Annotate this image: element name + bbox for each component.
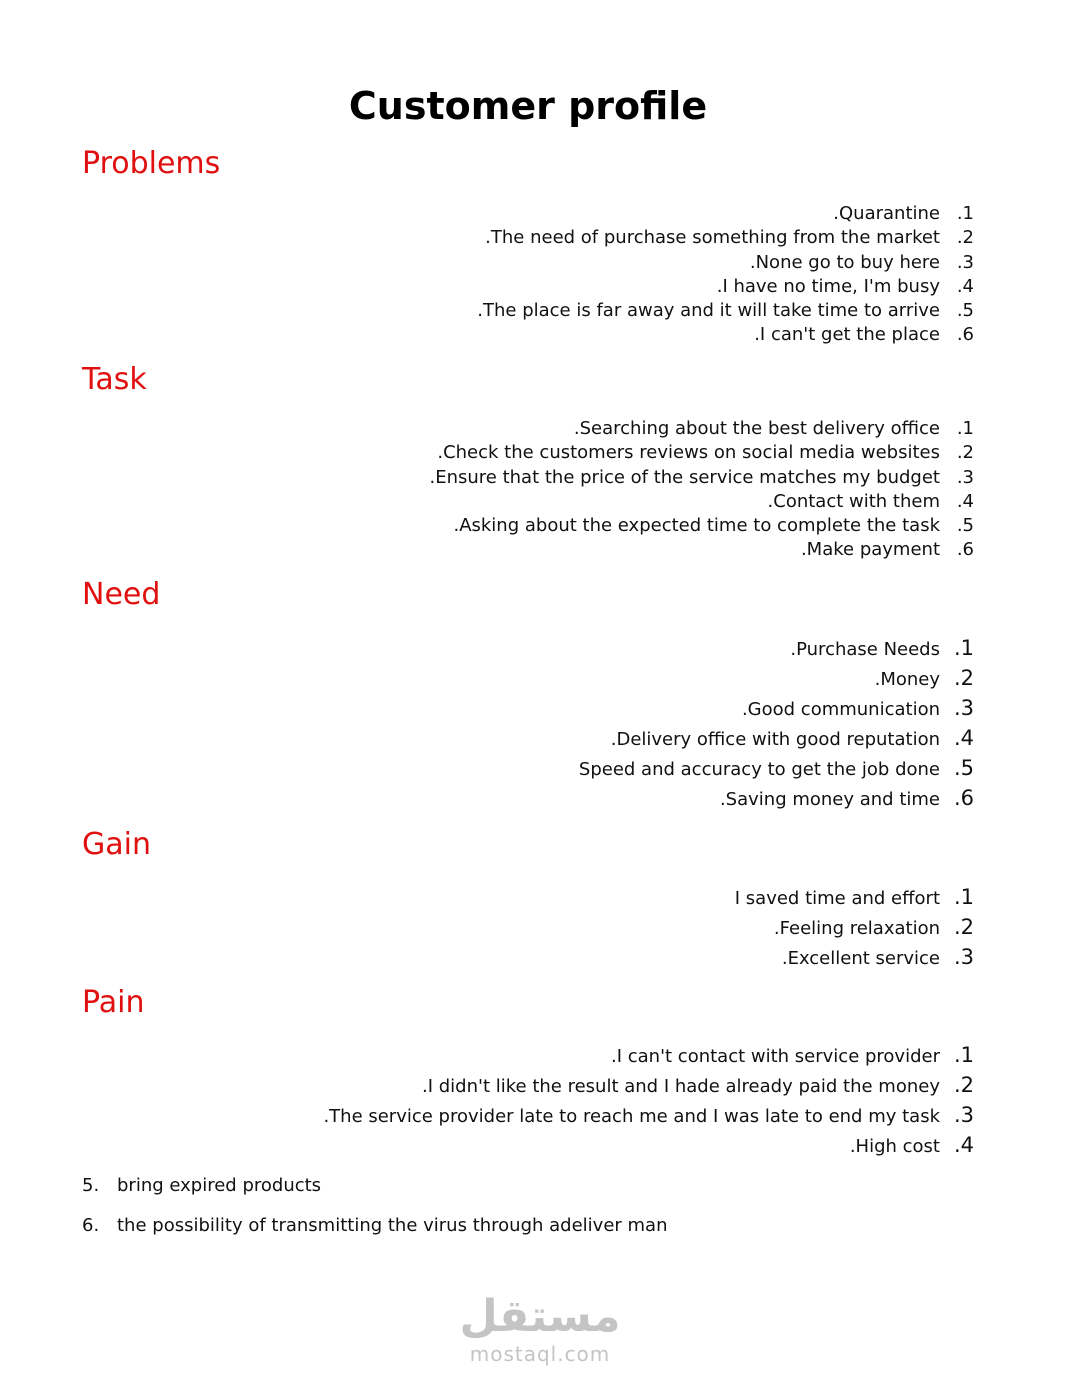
list-item: [429, 514, 974, 538]
list-item-number: .3: [956, 251, 974, 273]
list-item-number: .2: [953, 666, 974, 690]
problems-list: [477, 202, 974, 348]
list-item: [82, 1215, 668, 1236]
watermark-logo: مستقل: [459, 1291, 621, 1342]
section-heading-task: Task: [82, 362, 147, 397]
pain-list: [323, 1040, 974, 1160]
list-item-text: .Good communication: [741, 699, 940, 720]
list-item-text: .The need of purchase something from the market: [485, 227, 940, 249]
section-heading-need: Need: [82, 577, 161, 612]
list-item-text: .Money: [874, 669, 940, 690]
list-item: [323, 1070, 974, 1100]
list-item-text: .Purchase Needs: [790, 639, 940, 660]
list-item-text: .Excellent service: [781, 948, 940, 969]
section-heading-gain: Gain: [82, 827, 151, 862]
list-item-text: I saved time and effort: [734, 888, 940, 909]
list-item: [477, 323, 974, 347]
page-title: Customer profile: [348, 84, 708, 128]
list-item-number: .6: [956, 324, 974, 346]
list-item: [477, 275, 974, 299]
list-item-text: .Saving money and time: [719, 789, 940, 810]
list-item: [477, 202, 974, 226]
need-list: [579, 633, 974, 813]
list-item-text: .Delivery office with good reputation: [610, 729, 940, 750]
section-heading-problems: Problems: [82, 146, 221, 181]
list-item-text: .Make payment: [800, 539, 940, 561]
list-item-number: 6.: [82, 1215, 100, 1236]
list-item-text: .The service provider late to reach me and I was late to end my task: [323, 1106, 940, 1127]
watermark: [0, 1292, 1080, 1366]
list-item-number: .4: [956, 490, 974, 512]
list-item-number: .5: [956, 300, 974, 322]
list-item: [579, 723, 974, 753]
list-item-text: Speed and accuracy to get the job done: [578, 759, 940, 780]
list-item-number: .5: [953, 756, 974, 780]
list-item-number: .1: [956, 418, 974, 439]
list-item: [579, 753, 974, 783]
list-item: [735, 942, 974, 972]
list-item-number: .1: [956, 203, 974, 224]
list-item-number: .1: [953, 885, 974, 909]
watermark-url: mostaql.com: [469, 1342, 611, 1366]
list-item: [429, 490, 974, 514]
list-item-text: .Asking about the expected time to complete the task: [453, 515, 940, 537]
list-item-text: the possibility of transmitting the virus through adeliver man: [117, 1215, 668, 1236]
list-item: [429, 417, 974, 441]
list-item: [579, 663, 974, 693]
list-item-text: .I didn't like the result and I hade already paid the money: [422, 1076, 940, 1097]
list-item: [323, 1130, 974, 1160]
list-item-number: .3: [953, 1103, 974, 1127]
list-item: [429, 441, 974, 465]
list-item-text: .I can't contact with service provider: [610, 1046, 940, 1067]
list-item-text: .Check the customers reviews on social media websites: [437, 442, 940, 464]
list-item-number: .2: [956, 227, 974, 249]
list-item-number: 5.: [82, 1175, 100, 1196]
list-item: [579, 783, 974, 813]
list-item: [429, 538, 974, 562]
list-item-text: .Contact with them: [767, 490, 940, 512]
list-item: [323, 1040, 974, 1070]
list-item: [323, 1100, 974, 1130]
list-item-number: .3: [953, 945, 974, 969]
list-item-text: .Quarantine: [833, 203, 940, 224]
list-item-number: .3: [956, 466, 974, 488]
list-item: [477, 251, 974, 275]
list-item-number: .4: [953, 726, 974, 750]
list-item-text: .I have no time, I'm busy: [716, 275, 940, 297]
list-item-text: .Feeling relaxation: [773, 918, 940, 939]
list-item-number: .4: [956, 275, 974, 297]
list-item-number: .3: [953, 696, 974, 720]
gain-list: [735, 882, 974, 972]
list-item-number: .1: [953, 636, 974, 660]
task-list: [429, 417, 974, 563]
list-item-text: .Searching about the best delivery office: [573, 418, 940, 439]
list-item-text: .I can't get the place: [754, 324, 940, 346]
list-item-number: .6: [953, 786, 974, 810]
list-item-text: bring expired products: [117, 1175, 322, 1196]
list-item: [735, 912, 974, 942]
list-item-number: .2: [953, 1073, 974, 1097]
list-item-number: .2: [956, 442, 974, 464]
list-item-number: .5: [956, 515, 974, 537]
section-heading-pain: Pain: [82, 985, 145, 1020]
list-item-number: .6: [956, 539, 974, 561]
list-item-text: .Ensure that the price of the service matches my budget: [429, 466, 940, 488]
list-item: [477, 226, 974, 250]
list-item-text: .None go to buy here: [749, 251, 940, 273]
list-item: [82, 1175, 321, 1196]
list-item: [429, 466, 974, 490]
list-item-text: .The place is far away and it will take time to arrive: [477, 300, 940, 322]
list-item: [579, 633, 974, 663]
list-item-text: .High cost: [849, 1136, 940, 1157]
list-item-number: .4: [953, 1133, 974, 1157]
list-item: [579, 693, 974, 723]
list-item-number: .1: [953, 1043, 974, 1067]
list-item-number: .2: [953, 915, 974, 939]
list-item: [477, 299, 974, 323]
list-item: [735, 882, 974, 912]
